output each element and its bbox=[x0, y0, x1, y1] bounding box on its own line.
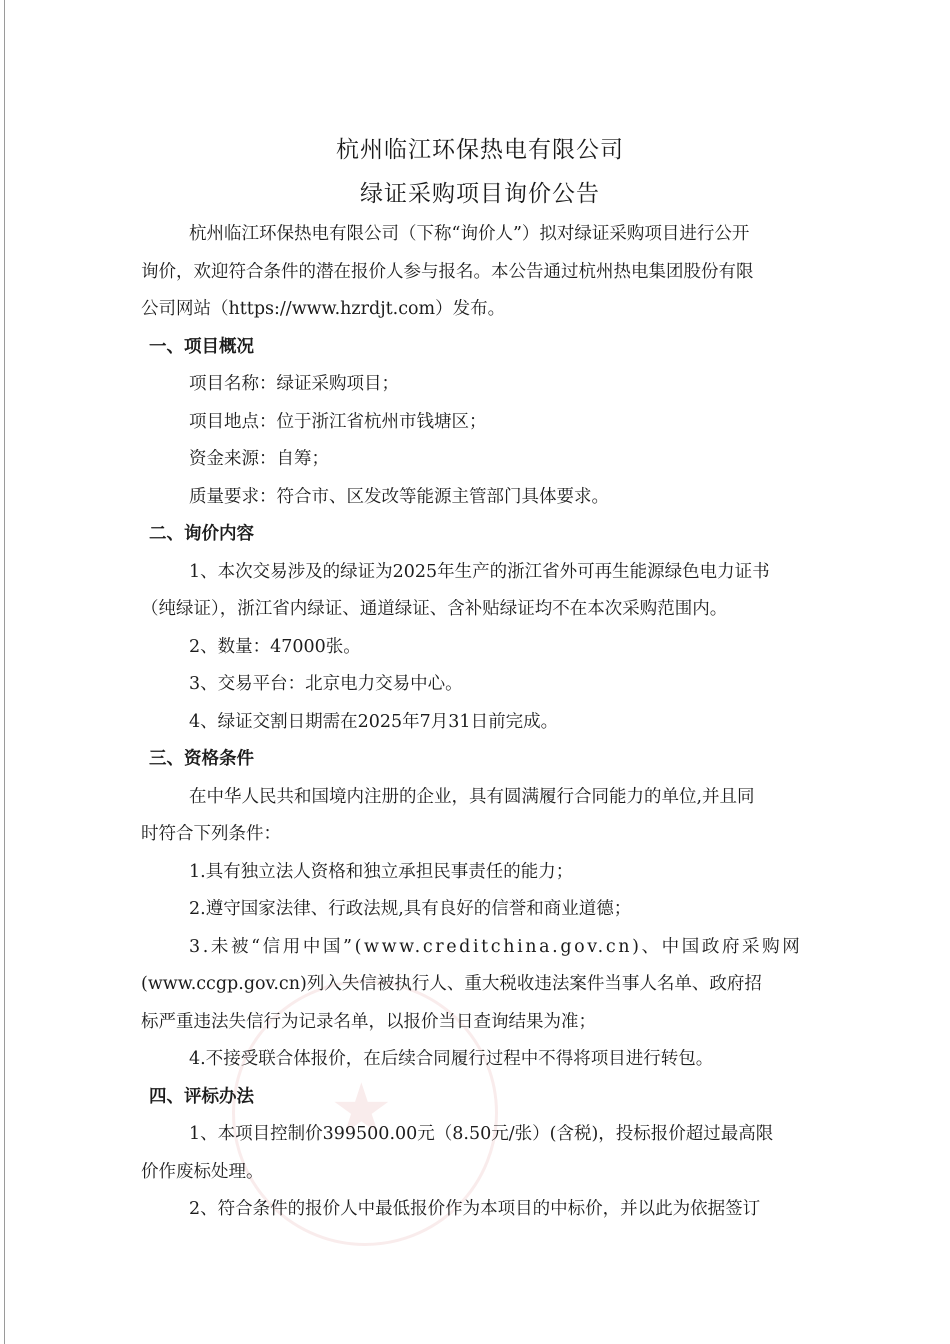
overview-line: 项目地点：位于浙江省杭州市钱塘区； bbox=[189, 411, 487, 432]
seal-star-icon: ★ bbox=[330, 1068, 393, 1150]
evaluation-item-1: 1、本项目控制价399500.00元（8.50元/张）(含税)，投标报价超过最高限 bbox=[189, 1124, 774, 1144]
scan-edge-line bbox=[4, 0, 5, 1344]
evaluation-item-2: 2、符合条件的报价人中最低报价作为本项目的中标价，并以此为依据签订 bbox=[189, 1199, 761, 1219]
section-heading-qualification: 三、资格条件 bbox=[149, 749, 254, 769]
overview-line: 资金来源：自筹； bbox=[189, 449, 329, 469]
section-heading-overview: 一、项目概况 bbox=[149, 336, 254, 357]
qualification-item-3-cont: 标严重违法失信行为记录名单，以报价当日查询结果为准； bbox=[141, 1011, 596, 1032]
overview-line: 项目名称：绿证采购项目； bbox=[189, 374, 399, 394]
overview-line: 质量要求：符合市、区发改等能源主管部门具体要求。 bbox=[189, 486, 609, 507]
document-body bbox=[141, 128, 819, 1229]
company-title: 杭州临江环保热电有限公司 bbox=[336, 137, 624, 163]
qualification-intro-cont: 时符合下列条件： bbox=[141, 824, 281, 844]
content-item-4: 4、绿证交割日期需在2025年7月31日前完成。 bbox=[189, 711, 559, 732]
intro-line: 杭州临江环保热电有限公司（下称“询价人”）拟对绿证采购项目进行公开 bbox=[189, 224, 750, 244]
qualification-item-1: 1.具有独立法人资格和独立承担民事责任的能力； bbox=[189, 861, 574, 882]
qualification-item-4: 4.不接受联合体报价，在后续合同履行过程中不得将项目进行转包。 bbox=[189, 1049, 714, 1069]
section-heading-content: 二、询价内容 bbox=[149, 524, 254, 544]
notice-title: 绿证采购项目询价公告 bbox=[360, 181, 600, 207]
qualification-item-2: 2.遵守国家法律、行政法规,具有良好的信誉和商业道德； bbox=[189, 899, 632, 919]
content-item-1-cont: （纯绿证），浙江省内绿证、通道绿证、含补贴绿证均不在本次采购范围内。 bbox=[141, 599, 728, 619]
qualification-item-3: 3.未被“信用中国”(www.creditchina.gov.cn)、中国政府采购网 bbox=[189, 936, 803, 957]
section-heading-evaluation: 四、评标办法 bbox=[149, 1086, 254, 1107]
qualification-intro: 在中华人民共和国境内注册的企业，具有圆满履行合同能力的单位,并且同 bbox=[189, 786, 755, 807]
content-item-2: 2、数量：47000张。 bbox=[189, 636, 361, 657]
intro-line: 询价，欢迎符合条件的潜在报价人参与报名。本公告通过杭州热电集团股份有限 bbox=[141, 261, 754, 282]
content-item-1: 1、本次交易涉及的绿证为2025年生产的浙江省外可再生能源绿色电力证书 bbox=[189, 561, 770, 582]
evaluation-item-1-cont: 价作废标处理。 bbox=[141, 1161, 264, 1182]
qualification-item-3-cont: (www.ccgp.gov.cn)列入失信被执行人、重大税收违法案件当事人名单、政府招 bbox=[141, 974, 762, 994]
content-item-3: 3、交易平台：北京电力交易中心。 bbox=[189, 674, 463, 694]
intro-line: 公司网站（https://www.hzrdjt.com）发布。 bbox=[141, 299, 506, 319]
